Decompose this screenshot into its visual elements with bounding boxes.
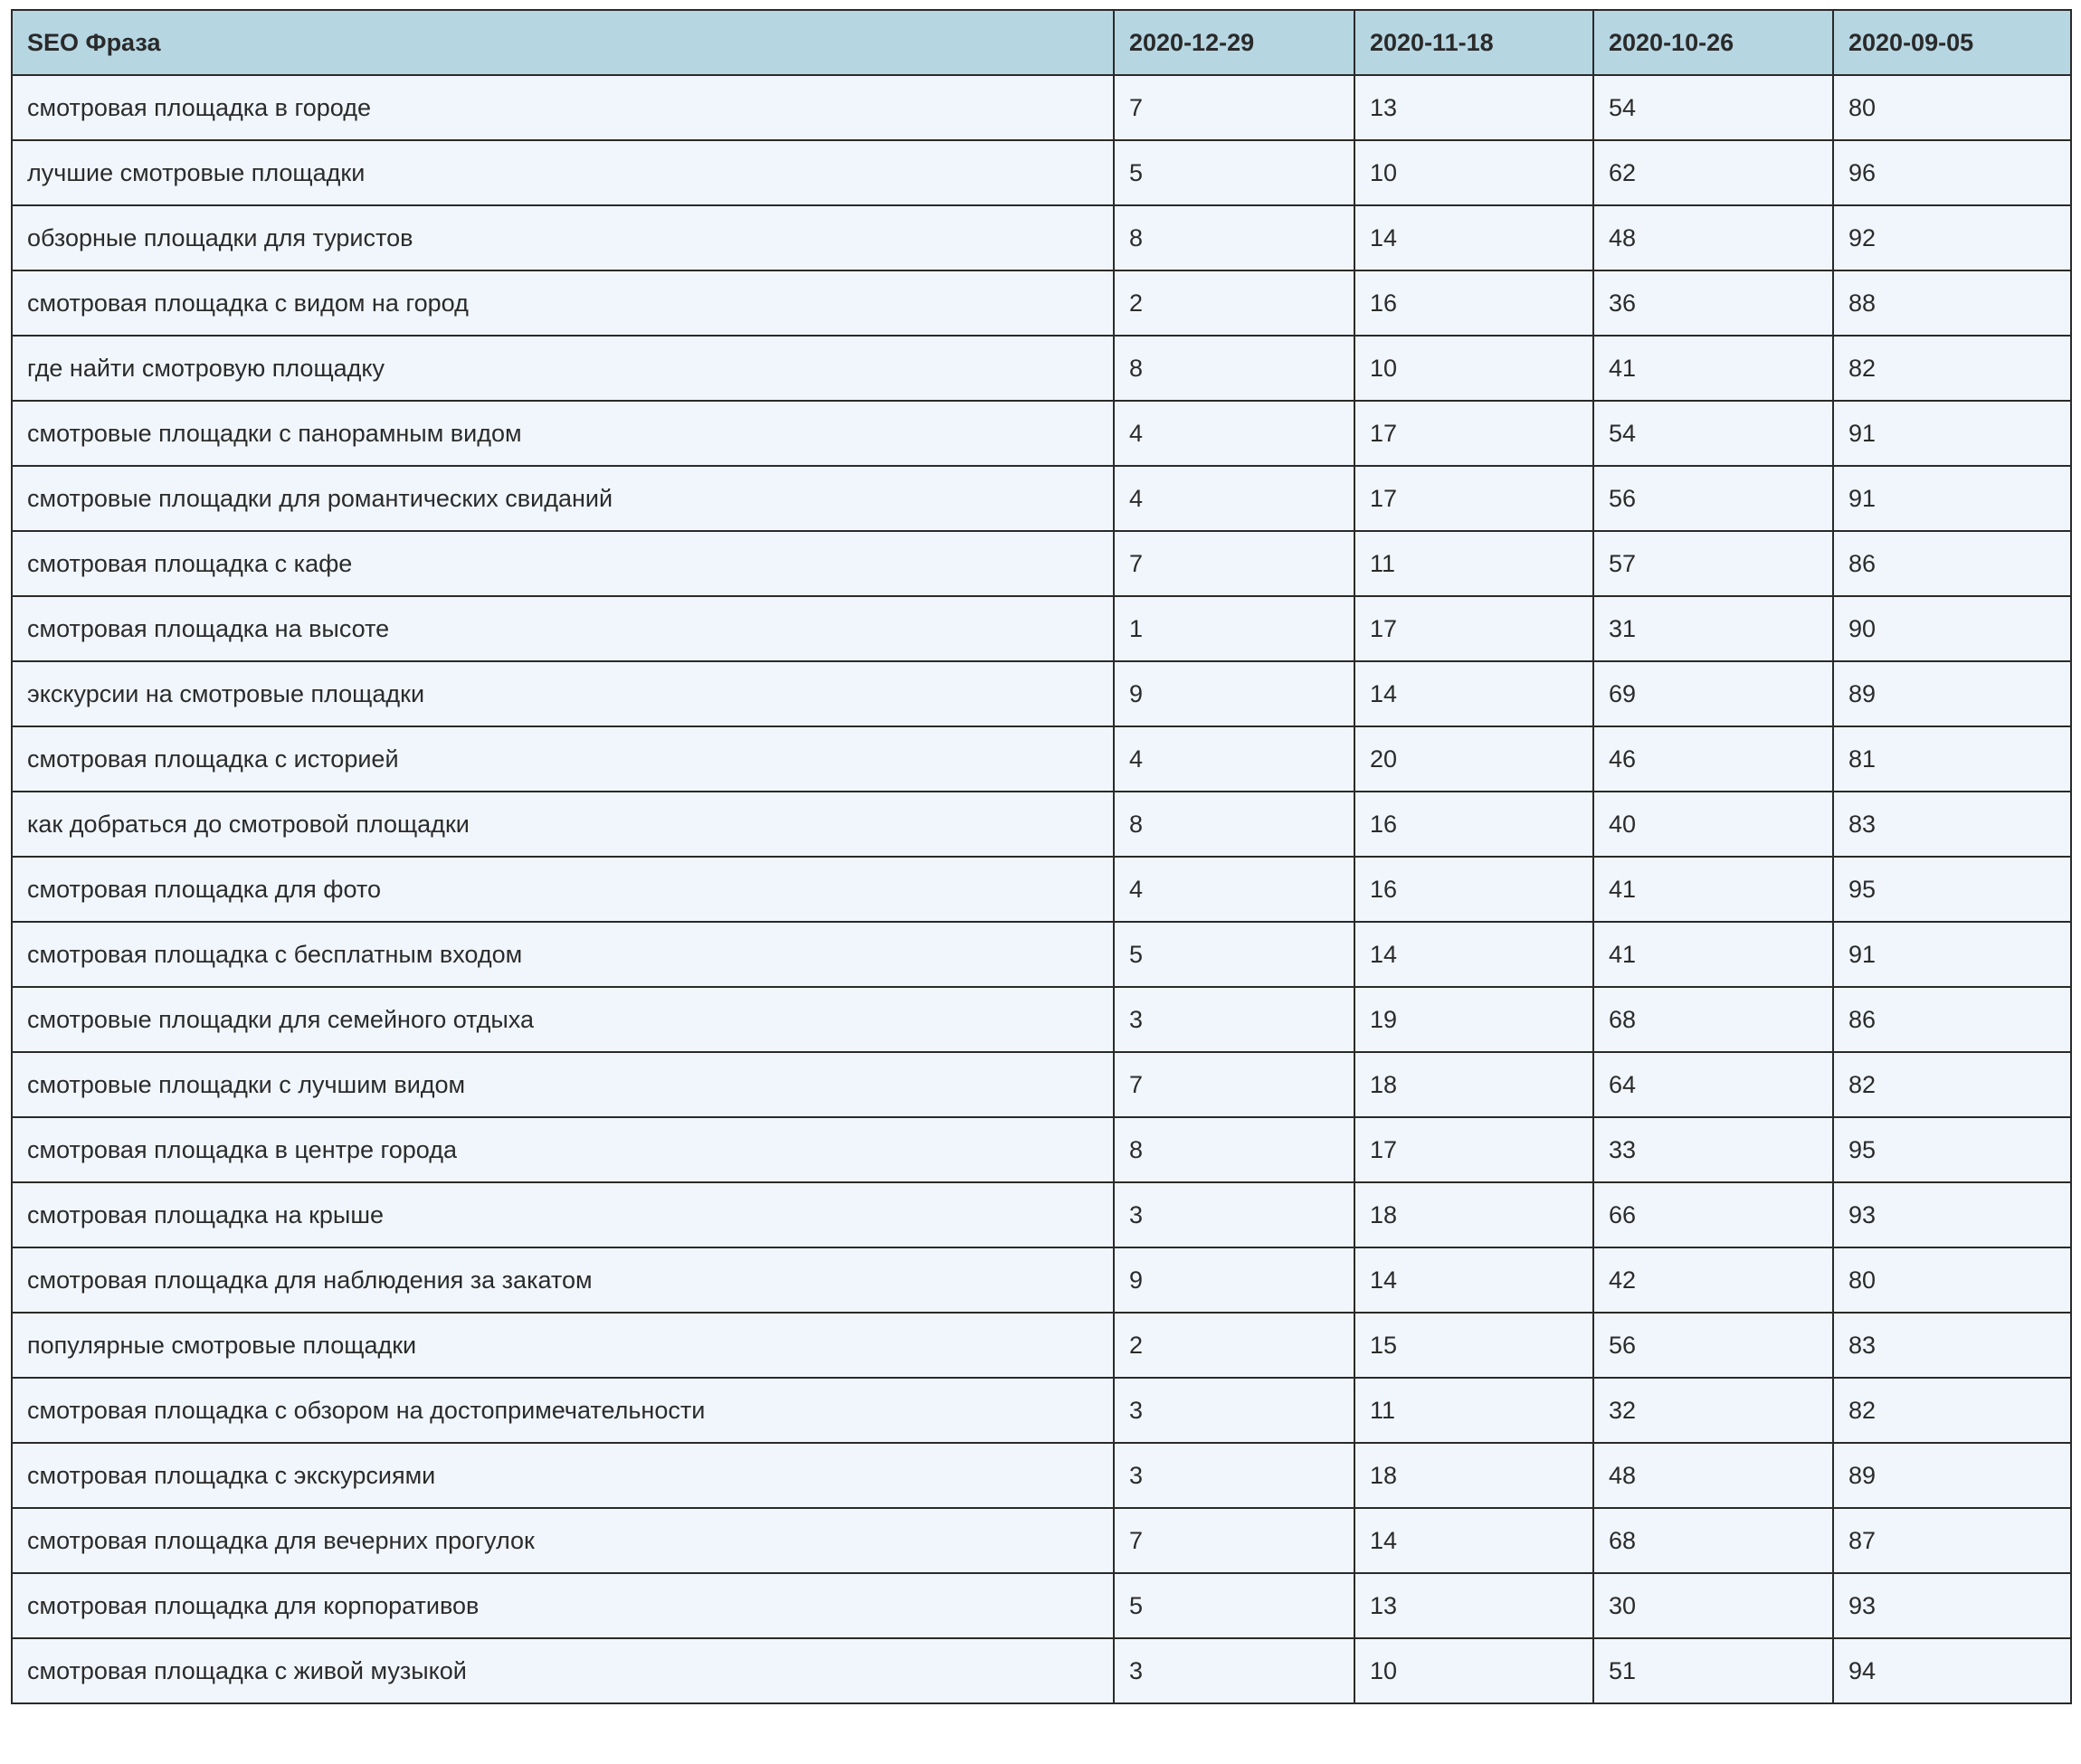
rank-value-cell: 90 [1833,596,2071,661]
rank-value-cell: 66 [1593,1182,1833,1247]
rank-value-cell: 7 [1114,1508,1354,1573]
rank-value-cell: 8 [1114,336,1354,401]
rank-value-cell: 9 [1114,661,1354,726]
rank-value-cell: 40 [1593,792,1833,857]
rank-value-cell: 96 [1833,140,2071,205]
seo-phrase-cell: лучшие смотровые площадки [12,140,1114,205]
table-row [12,1052,2071,1117]
rank-value-cell: 92 [1833,205,2071,270]
rank-value-cell: 91 [1833,401,2071,466]
rank-value-cell: 7 [1114,531,1354,596]
seo-phrase-cell: где найти смотровую площадку [12,336,1114,401]
table-row [12,987,2071,1052]
rank-value-cell: 83 [1833,1313,2071,1378]
rank-value-cell: 19 [1354,987,1593,1052]
rank-value-cell: 89 [1833,1443,2071,1508]
table-row [12,1638,2071,1703]
rank-value-cell: 68 [1593,987,1833,1052]
rank-value-cell: 80 [1833,1247,2071,1313]
rank-value-cell: 4 [1114,857,1354,922]
table-body [12,75,2071,1703]
rank-value-cell: 95 [1833,857,2071,922]
seo-phrase-cell: смотровая площадка с историей [12,726,1114,792]
rank-value-cell: 8 [1114,792,1354,857]
rank-value-cell: 82 [1833,1052,2071,1117]
seo-phrase-cell: смотровые площадки с лучшим видом [12,1052,1114,1117]
seo-phrase-cell: смотровая площадка в городе [12,75,1114,140]
seo-phrase-cell: смотровая площадка для вечерних прогулок [12,1508,1114,1573]
column-header-date: 2020-11-18 [1354,10,1593,75]
rank-value-cell: 91 [1833,466,2071,531]
table-row [12,1182,2071,1247]
rank-value-cell: 54 [1593,401,1833,466]
rank-value-cell: 10 [1354,140,1593,205]
table-row [12,466,2071,531]
rank-value-cell: 7 [1114,75,1354,140]
rank-value-cell: 41 [1593,922,1833,987]
rank-value-cell: 56 [1593,466,1833,531]
seo-phrase-cell: смотровая площадка с экскурсиями [12,1443,1114,1508]
rank-value-cell: 93 [1833,1573,2071,1638]
seo-phrase-cell: смотровая площадка для корпоративов [12,1573,1114,1638]
column-header-date: 2020-12-29 [1114,10,1354,75]
rank-value-cell: 20 [1354,726,1593,792]
seo-phrase-cell: смотровая площадка в центре города [12,1117,1114,1182]
rank-value-cell: 36 [1593,270,1833,336]
seo-phrase-cell: популярные смотровые площадки [12,1313,1114,1378]
rank-value-cell: 16 [1354,857,1593,922]
seo-phrase-cell: смотровая площадка на крыше [12,1182,1114,1247]
rank-value-cell: 41 [1593,857,1833,922]
rank-value-cell: 13 [1354,1573,1593,1638]
rank-value-cell: 51 [1593,1638,1833,1703]
rank-value-cell: 3 [1114,1638,1354,1703]
rank-value-cell: 18 [1354,1443,1593,1508]
rank-value-cell: 69 [1593,661,1833,726]
rank-value-cell: 82 [1833,336,2071,401]
table-row [12,1508,2071,1573]
seo-phrase-cell: смотровая площадка для наблюдения за закатом [12,1247,1114,1313]
rank-value-cell: 5 [1114,140,1354,205]
rank-value-cell: 17 [1354,1117,1593,1182]
seo-phrase-cell: как добраться до смотровой площадки [12,792,1114,857]
rank-value-cell: 2 [1114,270,1354,336]
rank-value-cell: 86 [1833,987,2071,1052]
rank-value-cell: 16 [1354,270,1593,336]
rank-value-cell: 14 [1354,661,1593,726]
rank-value-cell: 4 [1114,466,1354,531]
rank-value-cell: 32 [1593,1378,1833,1443]
rank-value-cell: 42 [1593,1247,1833,1313]
rank-value-cell: 83 [1833,792,2071,857]
rank-value-cell: 88 [1833,270,2071,336]
rank-value-cell: 30 [1593,1573,1833,1638]
rank-value-cell: 11 [1354,1378,1593,1443]
rank-value-cell: 93 [1833,1182,2071,1247]
seo-phrase-cell: смотровая площадка на высоте [12,596,1114,661]
seo-phrase-cell: смотровая площадка с видом на город [12,270,1114,336]
seo-phrase-cell: смотровая площадка с бесплатным входом [12,922,1114,987]
rank-value-cell: 3 [1114,1182,1354,1247]
table-row [12,531,2071,596]
table-row [12,1443,2071,1508]
rank-value-cell: 91 [1833,922,2071,987]
rank-value-cell: 48 [1593,1443,1833,1508]
table-row [12,596,2071,661]
rank-value-cell: 81 [1833,726,2071,792]
rank-value-cell: 17 [1354,466,1593,531]
rank-value-cell: 18 [1354,1182,1593,1247]
seo-rankings-table [11,9,2072,1704]
rank-value-cell: 14 [1354,205,1593,270]
table-row [12,1378,2071,1443]
column-header-seo-phrase: SEO Фраза [12,10,1114,75]
rank-value-cell: 14 [1354,1508,1593,1573]
seo-phrase-cell: смотровая площадка с обзором на достопримечательности [12,1378,1114,1443]
rank-value-cell: 62 [1593,140,1833,205]
table-header-row [12,10,2071,75]
seo-phrase-cell: смотровая площадка с живой музыкой [12,1638,1114,1703]
rank-value-cell: 17 [1354,401,1593,466]
seo-table-container [11,9,2070,1704]
table-row [12,857,2071,922]
table-row [12,270,2071,336]
rank-value-cell: 82 [1833,1378,2071,1443]
rank-value-cell: 5 [1114,1573,1354,1638]
rank-value-cell: 4 [1114,726,1354,792]
table-row [12,401,2071,466]
rank-value-cell: 31 [1593,596,1833,661]
rank-value-cell: 87 [1833,1508,2071,1573]
rank-value-cell: 3 [1114,1443,1354,1508]
table-row [12,1117,2071,1182]
rank-value-cell: 2 [1114,1313,1354,1378]
seo-phrase-cell: экскурсии на смотровые площадки [12,661,1114,726]
table-row [12,205,2071,270]
table-row [12,1247,2071,1313]
rank-value-cell: 10 [1354,336,1593,401]
rank-value-cell: 48 [1593,205,1833,270]
rank-value-cell: 17 [1354,596,1593,661]
table-row [12,726,2071,792]
table-row [12,75,2071,140]
rank-value-cell: 9 [1114,1247,1354,1313]
column-header-date: 2020-09-05 [1833,10,2071,75]
seo-phrase-cell: смотровая площадка для фото [12,857,1114,922]
table-row [12,336,2071,401]
rank-value-cell: 14 [1354,922,1593,987]
rank-value-cell: 80 [1833,75,2071,140]
rank-value-cell: 89 [1833,661,2071,726]
rank-value-cell: 54 [1593,75,1833,140]
rank-value-cell: 33 [1593,1117,1833,1182]
table-row [12,792,2071,857]
seo-phrase-cell: смотровые площадки с панорамным видом [12,401,1114,466]
rank-value-cell: 7 [1114,1052,1354,1117]
rank-value-cell: 56 [1593,1313,1833,1378]
rank-value-cell: 41 [1593,336,1833,401]
rank-value-cell: 95 [1833,1117,2071,1182]
rank-value-cell: 11 [1354,531,1593,596]
rank-value-cell: 57 [1593,531,1833,596]
rank-value-cell: 68 [1593,1508,1833,1573]
table-row [12,922,2071,987]
rank-value-cell: 8 [1114,1117,1354,1182]
rank-value-cell: 46 [1593,726,1833,792]
rank-value-cell: 13 [1354,75,1593,140]
rank-value-cell: 3 [1114,1378,1354,1443]
rank-value-cell: 86 [1833,531,2071,596]
rank-value-cell: 1 [1114,596,1354,661]
table-row [12,1313,2071,1378]
rank-value-cell: 4 [1114,401,1354,466]
rank-value-cell: 16 [1354,792,1593,857]
rank-value-cell: 10 [1354,1638,1593,1703]
table-row [12,1573,2071,1638]
rank-value-cell: 15 [1354,1313,1593,1378]
rank-value-cell: 5 [1114,922,1354,987]
column-header-date: 2020-10-26 [1593,10,1833,75]
table-row [12,140,2071,205]
rank-value-cell: 3 [1114,987,1354,1052]
seo-phrase-cell: смотровые площадки для романтических свиданий [12,466,1114,531]
rank-value-cell: 14 [1354,1247,1593,1313]
rank-value-cell: 64 [1593,1052,1833,1117]
seo-phrase-cell: смотровые площадки для семейного отдыха [12,987,1114,1052]
table-row [12,661,2071,726]
rank-value-cell: 18 [1354,1052,1593,1117]
rank-value-cell: 8 [1114,205,1354,270]
seo-phrase-cell: обзорные площадки для туристов [12,205,1114,270]
seo-phrase-cell: смотровая площадка с кафе [12,531,1114,596]
rank-value-cell: 94 [1833,1638,2071,1703]
